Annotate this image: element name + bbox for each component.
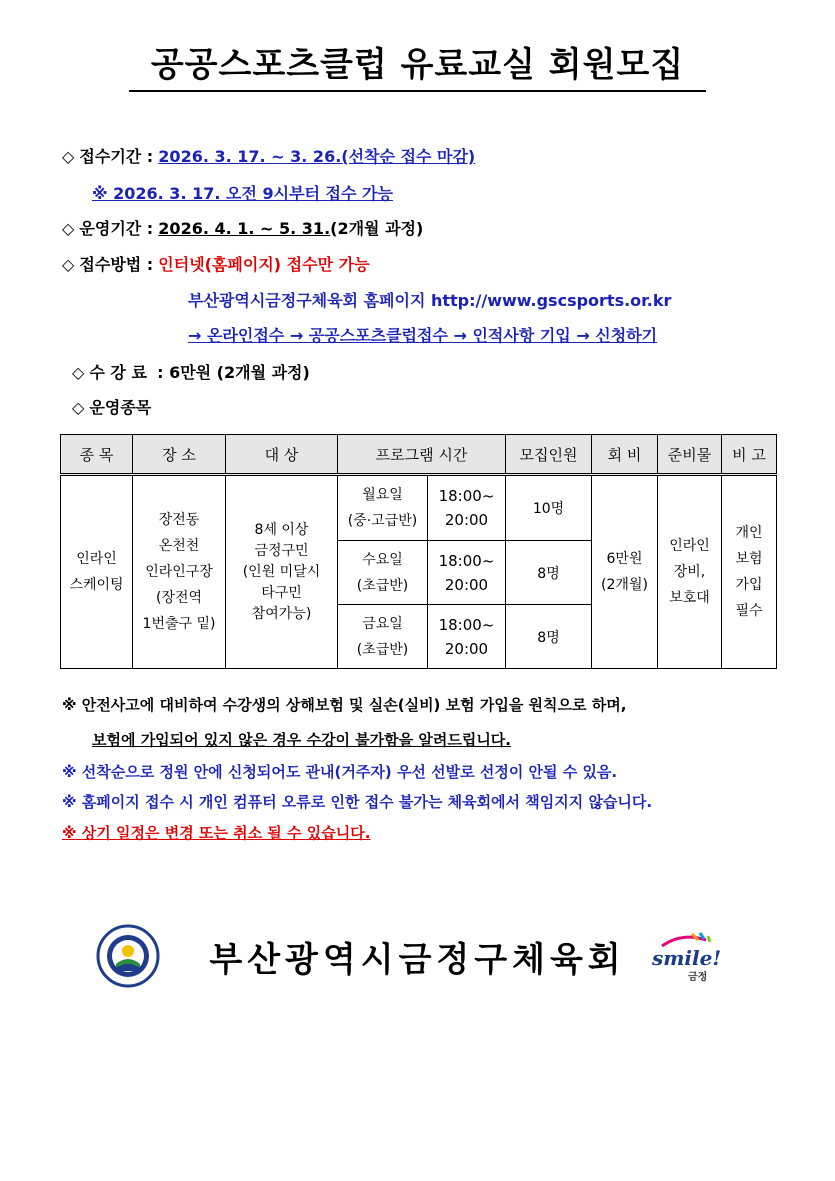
operation-suffix: (2개월 과정) [330, 219, 424, 238]
smile-sub: 금정 [688, 972, 708, 983]
operation-value: 2026. 4. 1. ~ 5. 31. [158, 219, 331, 238]
session-day-cell [338, 475, 428, 541]
place-cell [133, 475, 226, 669]
fee-value: : 6만원 (2개월 과정) [157, 363, 310, 382]
header-place: 장 소 [133, 435, 226, 475]
sport-cell [61, 475, 133, 669]
target-line: 타구민 [261, 584, 302, 601]
session-time-cell [428, 605, 506, 669]
smile-word: smile! [652, 946, 722, 970]
table-row [61, 475, 777, 541]
target-line: 8세 이상 [254, 521, 309, 538]
header-equipment: 준비물 [658, 435, 722, 475]
note-insurance: ※ 안전사고에 대비하여 수강생의 상해보험 및 실손(실비) 보험 가입을 원칙으로 하며, [62, 696, 627, 714]
header-sport: 종 목 [61, 435, 133, 475]
table-header-row [61, 435, 777, 475]
session-time-end: 20:00 [444, 575, 489, 594]
session-time-end: 20:00 [444, 511, 489, 529]
session-time-start: 18:00~ [438, 615, 495, 634]
method-value: 인터넷(홈페이지) 접수만 가능 [158, 255, 370, 274]
schedule-table [60, 434, 777, 669]
session-count-cell: 10명 [506, 475, 592, 541]
equipment-cell [658, 475, 722, 669]
diamond-icon: ◇ [72, 363, 85, 382]
session-level: (초급반) [356, 641, 409, 658]
sports-label: 운영종목 [89, 398, 152, 417]
session-day-cell [338, 605, 428, 669]
remarks-cell [722, 475, 777, 669]
remarks-line: 보험 [735, 551, 763, 567]
header-capacity: 모집인원 [506, 435, 592, 475]
session-day: 월요일 [362, 487, 403, 503]
reception-period-line [62, 146, 475, 168]
reception-value: 2026. 3. 17. ~ 3. 26.(선착순 접수 마감) [158, 147, 476, 166]
session-time-start: 18:00~ [438, 487, 495, 505]
diamond-icon: ◇ [62, 219, 75, 238]
method-steps: → 온라인접수 → 공공스포츠클럽접수 → 인적사항 기입 → 신청하기 [188, 326, 658, 345]
target-line: (인원 미달시 [242, 563, 321, 580]
method-site: 부산광역시금정구체육회 홈페이지 http://www.gscsports.or.kr [188, 291, 672, 310]
sport-line: 인라인 [76, 551, 117, 567]
place-line: 장전동 [158, 512, 200, 528]
sport-line: 스케이팅 [69, 577, 124, 593]
header-program-time: 프로그램 시간 [338, 435, 506, 475]
method-label: 접수방법 : [79, 255, 154, 274]
place-line: 온천천 [158, 538, 200, 554]
diamond-icon: ◇ [62, 255, 75, 274]
reception-label: 접수기간 : [79, 147, 154, 166]
session-level: (초급반) [356, 577, 409, 594]
session-day: 수요일 [362, 551, 403, 568]
note-insurance-cont: 보험에 가입되어 있지 않은 경우 수강이 불가함을 알려드립니다. [92, 731, 511, 749]
fee-line: 6만원 [606, 551, 643, 567]
session-level: (중·고급반) [347, 513, 418, 529]
header-remarks: 비 고 [722, 435, 777, 475]
session-time-start: 18:00~ [438, 551, 495, 570]
diamond-icon: ◇ [72, 398, 85, 417]
equipment-line: 보호대 [669, 590, 710, 606]
remarks-line: 가입 [735, 577, 763, 593]
place-line: 인라인구장 [145, 564, 213, 580]
session-count-cell: 8명 [506, 541, 592, 605]
diamond-icon: ◇ [62, 147, 75, 166]
smile-geumjeong-logo [648, 930, 728, 986]
note-computer-error: ※ 홈페이지 접수 시 개인 컴퓨터 오류로 인한 접수 불가는 체육회에서 책임지지 않습니다. [62, 793, 653, 811]
session-time-end: 20:00 [444, 639, 489, 658]
fee-line: (2개월) [601, 577, 648, 593]
note-priority: ※ 선착순으로 정원 안에 신청되어도 관내(거주자) 우선 선발로 선정이 안될 수 있음. [62, 763, 618, 781]
equipment-line: 인라인 [669, 538, 710, 554]
target-cell [226, 475, 338, 669]
remarks-line: 필수 [735, 603, 763, 619]
header-target: 대 상 [226, 435, 338, 475]
page-title: 공공스포츠클럽 유료교실 회원모집 [0, 42, 835, 92]
session-count-cell: 8명 [506, 605, 592, 669]
target-line: 금정구민 [254, 542, 309, 559]
organization-name: 부산광역시금정구체육회 [209, 940, 626, 980]
session-day: 금요일 [362, 615, 403, 632]
header-fee: 회 비 [592, 435, 658, 475]
operation-label: 운영기간 : [79, 219, 154, 238]
reception-note: ※ 2026. 3. 17. 오전 9시부터 접수 가능 [92, 184, 393, 203]
method-line [62, 254, 370, 276]
equipment-line: 장비, [673, 564, 706, 580]
session-time-cell [428, 475, 506, 541]
place-line: (장전역 [155, 590, 203, 606]
remarks-line: 개인 [735, 525, 763, 541]
target-line: 참여가능) [251, 605, 312, 622]
sports-line [72, 397, 151, 419]
session-day-cell [338, 541, 428, 605]
fee-cell [592, 475, 658, 669]
note-schedule-change: ※ 상기 일정은 변경 또는 취소 될 수 있습니다. [62, 824, 371, 842]
fee-line [72, 362, 310, 384]
session-time-cell [428, 541, 506, 605]
operation-period-line [62, 218, 423, 240]
place-line: 1번출구 밑) [142, 616, 216, 632]
fee-label: 수 강 료 [89, 363, 147, 382]
